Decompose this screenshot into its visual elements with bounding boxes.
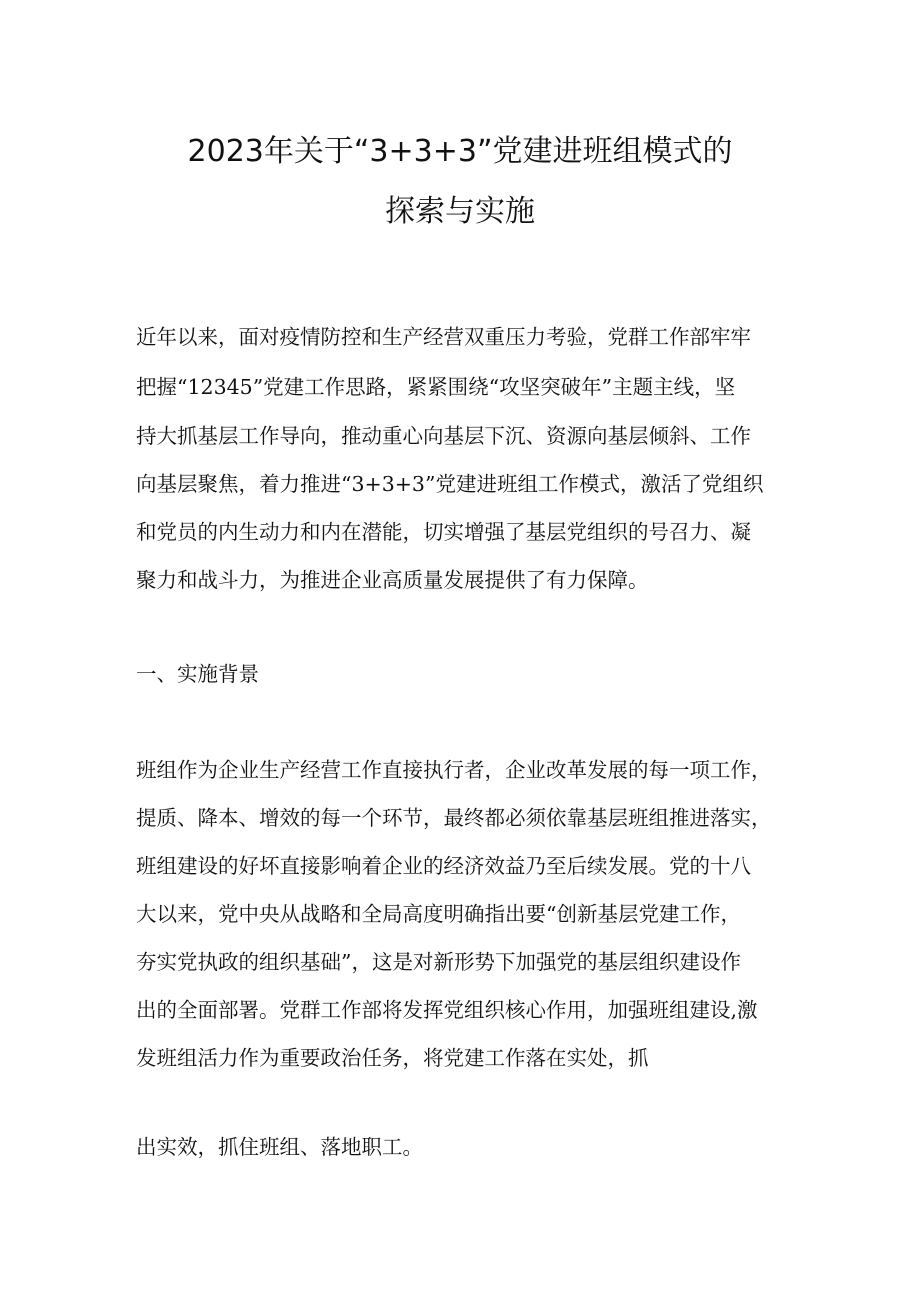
intro-paragraph-line: 近年以来，面对疫情防控和生产经营双重压力考验，党群工作部牢牢: [136, 325, 751, 349]
section-paragraph-line: 夯实党执政的组织基础”，这是对新形势下加强党的基层组织建设作: [136, 950, 741, 974]
section-paragraph-line: 出的全面部署。党群工作部将发挥党组织核心作用，加强班组建设,激: [136, 998, 758, 1022]
section-paragraph-line: 班组建设的好坏直接影响着企业的经济效益乃至后续发展。党的十八: [136, 854, 751, 878]
section-paragraph-line: 班组作为企业生产经营工作直接执行者，企业改革发展的每一项工作，: [136, 758, 772, 782]
intro-paragraph-line: 和党员的内生动力和内在潜能，切实增强了基层党组织的号召力、凝: [136, 520, 751, 544]
document-title-line-1: 2023年关于“3+3+3”党建进班组模式的: [187, 134, 733, 169]
section-heading: 一、实施背景: [136, 662, 259, 686]
section-paragraph-continuation: 出实效，抓住班组、落地职工。: [136, 1135, 423, 1159]
section-paragraph-line: 提质、降本、增效的每一个环节，最终都必须依靠基层班组推进落实，: [136, 806, 772, 830]
intro-paragraph-line: 把握“12345”党建工作思路，紧紧围绕“攻坚突破年”主题主线，坚: [136, 375, 736, 399]
section-paragraph-line: 大以来，党中央从战略和全局高度明确指出要“创新基层党建工作，: [136, 902, 741, 926]
intro-paragraph-line: 持大抓基层工作导向，推动重心向基层下沉、资源向基层倾斜、工作: [136, 424, 751, 448]
section-paragraph-line: 发班组活力作为重要政治任务，将党建工作落在实处，抓: [136, 1046, 649, 1070]
intro-paragraph-line: 聚力和战斗力，为推进企业高质量发展提供了有力保障。: [136, 568, 649, 592]
intro-paragraph-line: 向基层聚焦，着力推进“3+3+3”党建进班组工作模式，激活了党组织: [136, 472, 764, 496]
document-title-line-2: 探索与实施: [385, 194, 535, 229]
